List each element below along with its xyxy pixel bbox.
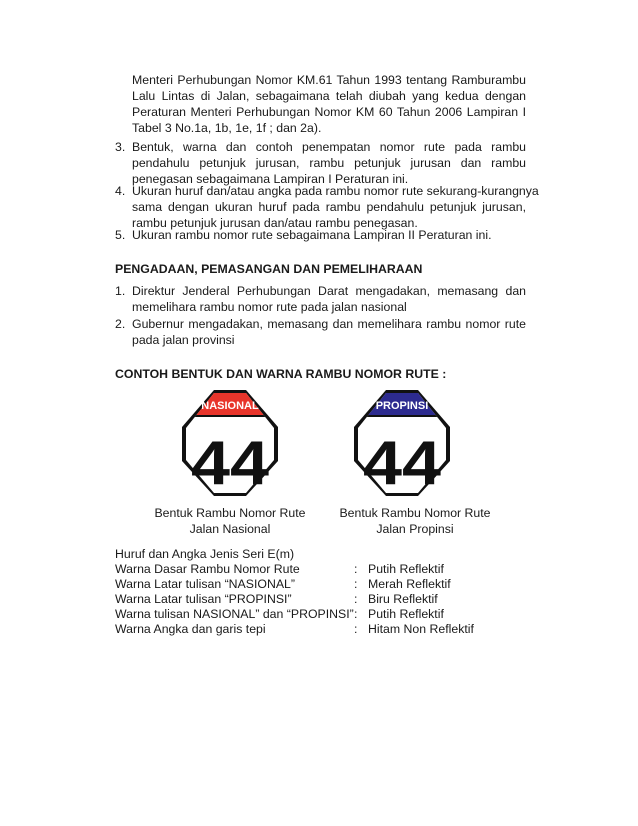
- spec-value: Merah Reflektif: [368, 577, 451, 591]
- spec-colon: :: [354, 622, 358, 636]
- caption-line: Jalan Propinsi: [376, 522, 454, 536]
- sign-route-number: 44: [363, 429, 442, 498]
- intro-line: Lalu Lintas di Jalan, sebagaimana telah diubah yang kedua dengan: [132, 89, 526, 103]
- intro-line: Menteri Perhubungan Nomor KM.61 Tahun 1993 tentang Ramburambu: [132, 73, 526, 87]
- caption-propinsi: [325, 505, 505, 537]
- caption-line: Bentuk Rambu Nomor Rute: [339, 506, 491, 520]
- route-sign-nasional: [180, 388, 280, 498]
- list-text: [132, 227, 526, 243]
- spec-label: Warna tulisan NASIONAL” dan “PROPINSI”: [115, 607, 354, 621]
- sign-header-text: NASIONAL: [201, 400, 259, 412]
- list-line: Ukuran rambu nomor rute sebagaimana Lampiran II Peraturan ini.: [132, 228, 492, 242]
- spec-value: Hitam Non Reflektif: [368, 622, 474, 636]
- list-number: 2.: [115, 317, 126, 331]
- spec-heading-row: [115, 547, 535, 562]
- list-line: Ukuran huruf dan/atau angka pada rambu nomor rute sekurang-kurangnya: [132, 184, 539, 198]
- section-heading-contoh: CONTOH BENTUK DAN WARNA RAMBU NOMOR RUTE :: [115, 367, 447, 381]
- list-line: penegasan sebagaimana Lampiran I Peraturan ini.: [132, 172, 409, 186]
- spec-label: Warna Angka dan garis tepi: [115, 622, 266, 636]
- intro-continuation: [132, 72, 526, 136]
- list-line: pendahulu petunjuk jurusan, rambu petunjuk jurusan dan rambu: [132, 156, 526, 170]
- list-line: memelihara rambu nomor rute pada jalan nasional: [132, 300, 407, 314]
- list-line: Direktur Jenderal Perhubungan Darat mengadakan, memasang dan: [132, 284, 526, 298]
- spec-colon: :: [354, 607, 358, 621]
- list-line: Gubernur mengadakan, memasang dan memelihara rambu nomor rute: [132, 317, 526, 331]
- sign-header-text: PROPINSI: [375, 400, 429, 412]
- list-number: 5.: [115, 228, 126, 242]
- spec-row: [115, 592, 535, 607]
- spec-heading: Huruf dan Angka Jenis Seri E(m): [115, 547, 295, 561]
- list-line: rambu petunjuk jurusan dan/atau rambu penegasan.: [132, 216, 418, 230]
- list-line: sama dengan ukuran huruf pada rambu pendahulu petunjuk jurusan,: [132, 200, 526, 214]
- spec-label: Warna Latar tulisan “PROPINSI”: [115, 592, 292, 606]
- spec-label: Warna Latar tulisan “NASIONAL”: [115, 577, 295, 591]
- intro-line: Tabel 3 No.1a, 1b, 1e, 1f ; dan 2a).: [132, 121, 322, 135]
- caption-line: Jalan Nasional: [189, 522, 271, 536]
- list-number: 4.: [115, 184, 126, 198]
- list-number: 1.: [115, 284, 126, 298]
- list-text: [132, 316, 526, 348]
- list-text: [132, 139, 526, 187]
- list-line: pada jalan provinsi: [132, 333, 235, 347]
- sign-route-number: 44: [191, 429, 270, 498]
- list-text: [132, 283, 526, 315]
- spec-row: [115, 577, 535, 592]
- intro-line: Peraturan Menteri Perhubungan Nomor KM 60 Tahun 2006 Lampiran I: [132, 105, 526, 119]
- list-text: [132, 183, 539, 231]
- spec-list: [115, 547, 535, 637]
- spec-colon: :: [354, 562, 358, 576]
- spec-colon: :: [354, 577, 358, 591]
- spec-row: [115, 607, 535, 622]
- section-heading-pengadaan: PENGADAAN, PEMASANGAN DAN PEMELIHARAAN: [115, 262, 423, 276]
- caption-nasional: [140, 505, 320, 537]
- caption-line: Bentuk Rambu Nomor Rute: [154, 506, 306, 520]
- spec-row: [115, 562, 535, 577]
- spec-value: Putih Reflektif: [368, 562, 444, 576]
- spec-row: [115, 622, 535, 637]
- spec-value: Putih Reflektif: [368, 607, 444, 621]
- list-line: Bentuk, warna dan contoh penempatan nomor rute pada rambu: [132, 140, 526, 154]
- route-sign-propinsi: [352, 388, 452, 498]
- spec-label: Warna Dasar Rambu Nomor Rute: [115, 562, 300, 576]
- list-number: 3.: [115, 140, 126, 154]
- spec-colon: :: [354, 592, 358, 606]
- spec-value: Biru Reflektif: [368, 592, 438, 606]
